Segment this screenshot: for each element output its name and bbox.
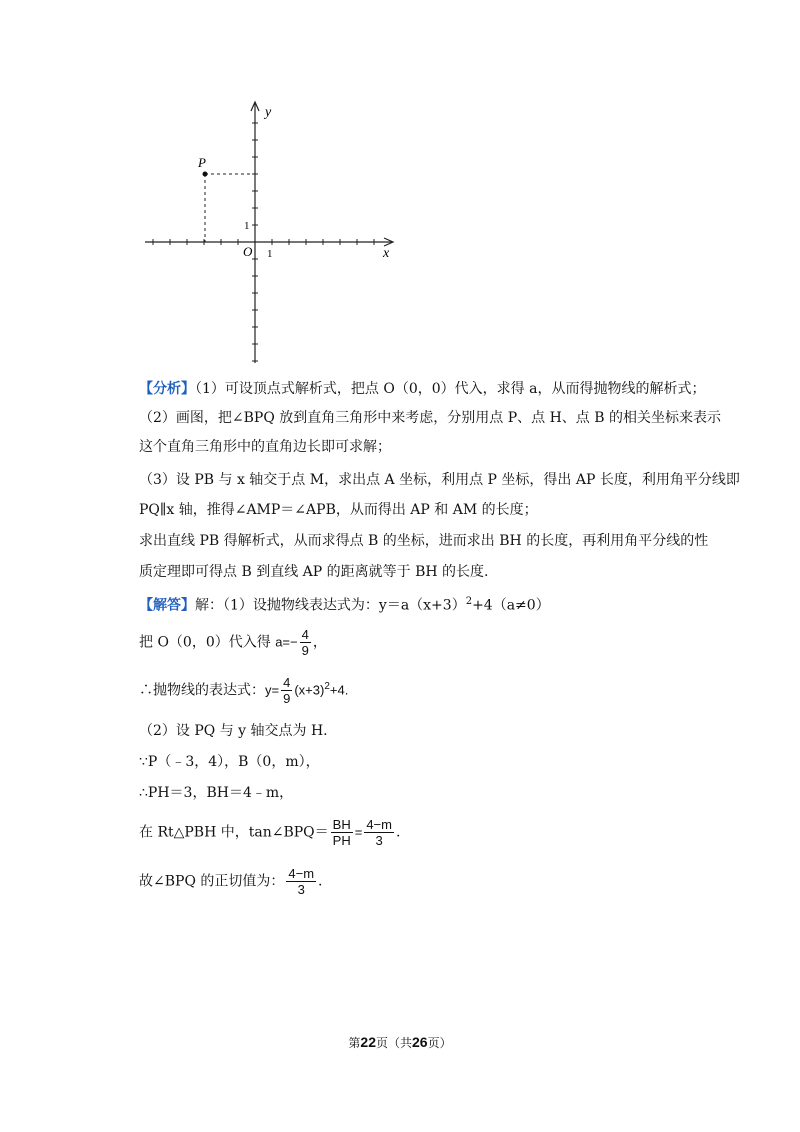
solution-text-3: ∴抛物线的表达式： <box>139 682 265 699</box>
analysis-tag: 【分析】 <box>139 381 195 397</box>
fraction-numerator: 4 <box>301 627 309 642</box>
solution-text-7: 在 Rt△PBH 中，tan∠BPQ＝ <box>139 824 329 841</box>
point-p-label: P <box>198 155 206 170</box>
fraction-4m-3-a <box>364 817 394 848</box>
fraction-numerator: 4−m <box>288 866 315 881</box>
tick-x-label: 1 <box>267 248 273 260</box>
origin-label: O <box>243 244 253 259</box>
footer-total-pages: 26 <box>412 1034 428 1050</box>
fraction-4-9-b <box>281 675 292 706</box>
x-axis-label: x <box>383 246 390 261</box>
solution-text-2: 把 O（0，0）代入得 <box>139 634 276 651</box>
analysis-line-6: 求出直线 PB 得解析式，从而求得点 B 的坐标，进而求出 BH 的长度，再利用角平分线的性 <box>139 533 709 549</box>
analysis-line-2: （2）画图，把∠BPQ 放到直角三角形中来考虑，分别用点 P、点 H、点 B 的相关坐标来表示 <box>139 410 721 426</box>
solution-line-5: ∵P（﹣3，4），B（0，m）， <box>139 754 320 770</box>
solution-line-4: （2）设 PQ 与 y 轴交点为 H. <box>139 723 328 739</box>
page-footer <box>0 1034 800 1051</box>
solution-text-3-end: +4. <box>329 682 349 698</box>
fraction-numerator: BH <box>332 817 351 832</box>
solution-eq-7: = <box>354 824 363 840</box>
solution-text-1: 解：（1）设抛物线表达式为：y＝a（x+3） <box>195 597 466 614</box>
fraction-numerator: 4 <box>283 675 291 690</box>
solution-line-1 <box>139 592 550 616</box>
footer-suffix: 页） <box>427 1036 452 1050</box>
solution-eq-3: y= <box>265 682 280 698</box>
solution-text-2-end: ， <box>312 634 327 651</box>
analysis-line-4: （3）设 PB 与 x 轴交于点 M，求出点 A 坐标，利用点 P 坐标，得出 AP 长度，利用角平分线即 <box>139 472 740 488</box>
solution-line-7 <box>139 817 400 848</box>
solution-text-7-end: . <box>395 824 401 841</box>
y-axis-label: y <box>265 105 272 120</box>
fraction-denominator: 3 <box>297 882 305 897</box>
solution-text-8: 故∠BPQ 的正切值为： <box>139 873 285 890</box>
fraction-bh-ph <box>331 817 353 848</box>
solution-line-6: ∴PH＝3，BH＝4﹣m， <box>139 785 294 801</box>
solution-expr-3: (x+3) <box>294 682 325 698</box>
footer-page-number: 22 <box>360 1034 376 1050</box>
analysis-line-5: PQ∥x 轴，推得∠AMP＝∠APB，从而得出 AP 和 AM 的长度； <box>139 502 538 518</box>
solution-line-3 <box>139 675 348 706</box>
analysis-text-1: （1）可设顶点式解析式，把点 O（0，0）代入，求得 a，从而得抛物线的解析式； <box>195 381 706 397</box>
solution-exponent-1: 2 <box>465 596 473 607</box>
point-p-marker <box>203 172 208 177</box>
solution-eq-2: a=− <box>275 634 298 650</box>
solution-text-1-suffix: +4（a≠0） <box>472 597 550 614</box>
coordinate-figure <box>140 95 410 370</box>
solution-text-8-end: . <box>318 873 323 890</box>
footer-prefix: 第 <box>348 1036 361 1050</box>
tick-y-label: 1 <box>244 220 250 232</box>
fraction-denominator: PH <box>332 833 351 848</box>
solution-exponent-3: 2 <box>324 680 330 692</box>
solution-line-8 <box>139 866 322 897</box>
analysis-line-1 <box>139 379 705 399</box>
analysis-line-7: 质定理即可得点 B 到直线 AP 的距离就等于 BH 的长度. <box>139 564 489 580</box>
fraction-denominator: 9 <box>283 691 291 706</box>
fraction-numerator: 4−m <box>366 817 392 832</box>
fraction-denominator: 3 <box>375 833 383 848</box>
solution-tag: 【解答】 <box>139 597 195 614</box>
solution-line-2 <box>139 627 327 658</box>
analysis-line-3: 这个直角三角形中的直角边长即可求解； <box>139 439 391 455</box>
footer-mid: 页（共 <box>375 1036 412 1050</box>
fraction-denominator: 9 <box>301 643 309 658</box>
fraction-4m-3-b <box>286 866 316 897</box>
fraction-4-9-a <box>300 627 311 658</box>
